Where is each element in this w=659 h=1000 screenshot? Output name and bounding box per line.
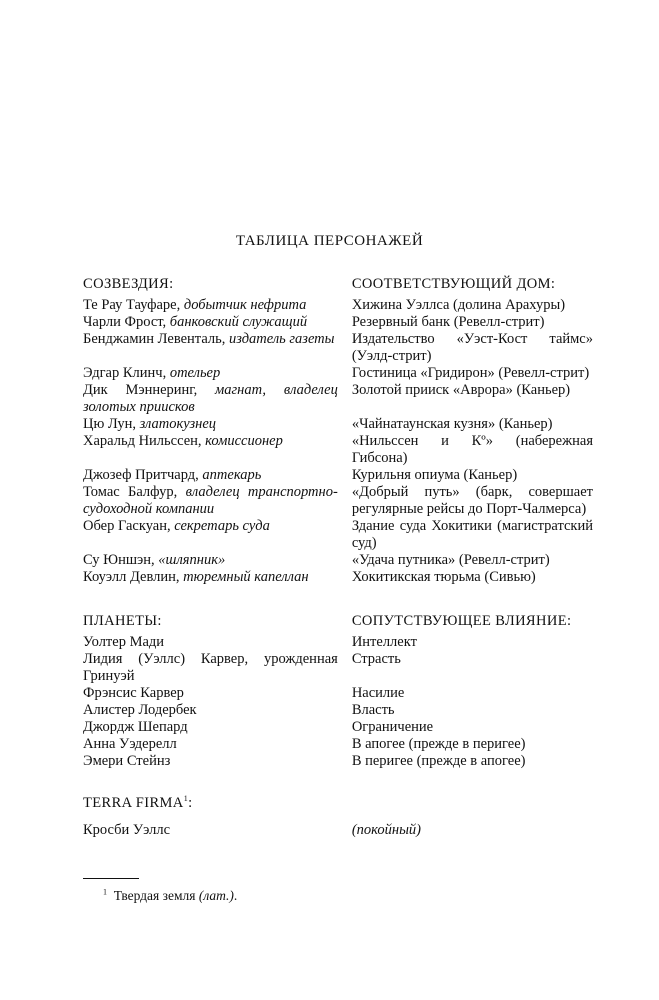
- table-row: [83, 634, 593, 651]
- table-row: [83, 552, 593, 569]
- planet-name: Фрэнсис Карвер: [83, 685, 184, 701]
- character-cell: [83, 518, 338, 552]
- footnote-mark: 1: [103, 887, 107, 897]
- house-cell: «Нильссен и Кº» (набережная Гибсона): [351, 433, 593, 466]
- table-row: [83, 736, 593, 753]
- character-name: Бенджамин Левенталь,: [83, 331, 226, 347]
- table-row: [83, 433, 593, 467]
- character-cell: [83, 569, 338, 586]
- table-row: [83, 518, 593, 552]
- character-name: Эдгар Клинч,: [83, 365, 167, 381]
- table-row: [83, 484, 593, 518]
- character-role: аптекарь: [202, 467, 262, 483]
- character-role: добытчик нефрита: [183, 297, 307, 313]
- house-cell: Золотой прииск «Аврора» (Каньер): [351, 382, 571, 398]
- terra-note: (покойный): [351, 822, 421, 838]
- table-row: [83, 702, 593, 719]
- planet-influence: В апогее (прежде в перигее): [351, 736, 526, 752]
- planet-influence: Власть: [351, 702, 395, 718]
- table-row: [83, 651, 593, 685]
- character-name: Те Рау Тауфаре,: [83, 297, 181, 313]
- planet-name: Анна Уэдерелл: [83, 736, 177, 752]
- table-row: [83, 314, 593, 331]
- character-role: отельер: [169, 365, 221, 381]
- character-cell: [83, 552, 338, 569]
- character-role: златокузнец: [139, 416, 217, 432]
- character-cell: [83, 484, 338, 518]
- house-cell: Резервный банк (Ревелл-стрит): [351, 314, 545, 330]
- character-name: Чарли Фрост,: [83, 314, 167, 330]
- character-cell: [83, 416, 338, 433]
- constellations-section: [83, 276, 593, 586]
- planet-name: Алистер Лодербек: [83, 702, 197, 718]
- character-cell: [83, 297, 338, 314]
- table-row: [83, 719, 593, 736]
- planet-influence: В перигее (прежде в апогее): [351, 753, 526, 769]
- terra-firma-section: [83, 795, 593, 839]
- character-role: секретарь суда: [174, 518, 270, 534]
- house-cell: Хокитикская тюрьма (Сивью): [351, 569, 536, 585]
- terra-firma-colon: :: [188, 795, 193, 811]
- planet-influence: Ограничение: [351, 719, 434, 735]
- character-cell: [83, 433, 338, 467]
- table-row: [83, 685, 593, 702]
- constellations-header: [83, 276, 593, 293]
- table-row: [83, 331, 593, 365]
- character-role: магнат, владелец золотых приисков: [83, 382, 338, 415]
- character-name: Харальд Нильссен,: [83, 433, 202, 449]
- house-cell: Хижина Уэллса (долина Арахуры): [351, 297, 566, 313]
- character-role: издатель газеты: [228, 331, 335, 347]
- character-cell: [83, 331, 338, 365]
- table-row: [83, 365, 593, 382]
- character-cell: [83, 365, 338, 382]
- influence-heading: СОПУТСТВУЮЩЕЕ ВЛИЯНИЕ:: [351, 613, 572, 629]
- character-role: банковский служащий: [169, 314, 308, 330]
- planet-influence: Страсть: [351, 651, 401, 667]
- character-name: Коуэлл Девлин,: [83, 569, 180, 585]
- character-role: тюремный капеллан: [183, 569, 309, 585]
- footnote-ref[interactable]: 1: [183, 794, 189, 804]
- planets-heading: ПЛАНЕТЫ:: [83, 613, 162, 629]
- footnote-lang: (лат.): [198, 888, 234, 903]
- planet-influence: Интеллект: [351, 634, 417, 650]
- character-name: Обер Гаскуан,: [83, 518, 171, 534]
- character-name: Су Юншэн,: [83, 552, 155, 568]
- table-row: [83, 297, 593, 314]
- planet-name: Уолтер Мади: [83, 634, 165, 650]
- table-row: [83, 822, 593, 839]
- house-cell: «Добрый путь» (барк, совершает регулярные рейсы до Порт-Чалмерса): [351, 484, 593, 517]
- table-row: [83, 467, 593, 484]
- house-cell: Гостиница «Гридирон» (Ревелл-стрит): [351, 365, 590, 381]
- table-row: [83, 416, 593, 433]
- house-cell: Здание суда Хокитики (магистратский суд): [351, 518, 593, 551]
- house-cell: Издательство «Уэст-Кост таймс» (Уэлд-стрит): [351, 331, 593, 364]
- table-row: [83, 753, 593, 770]
- character-name: Цю Лун,: [83, 416, 137, 432]
- character-cell: [83, 314, 338, 331]
- character-role: владелец транспортно-судоходной компании: [83, 484, 338, 517]
- planets-section: [83, 613, 593, 770]
- planet-name: Джордж Шепард: [83, 719, 188, 735]
- terra-firma-heading: [83, 795, 593, 812]
- table-row: [83, 569, 593, 586]
- planet-influence: Насилие: [351, 685, 405, 701]
- constellations-heading: СОЗВЕЗДИЯ:: [83, 276, 174, 292]
- character-name: Джозеф Притчард,: [83, 467, 199, 483]
- terra-name: Кросби Уэллс: [83, 822, 171, 838]
- footnote-divider: [83, 878, 139, 879]
- character-role: «шляпник»: [158, 552, 226, 568]
- footnote: [103, 887, 237, 904]
- planets-header: [83, 613, 593, 630]
- character-name: Томас Балфур,: [83, 484, 178, 500]
- character-role: комиссионер: [205, 433, 283, 449]
- footnote-end: .: [233, 888, 238, 903]
- house-cell: «Чайнатаунская кузня» (Каньер): [351, 416, 553, 432]
- terra-note-cell: [352, 822, 593, 839]
- house-heading: СООТВЕТСТВУЮЩИЙ ДОМ:: [351, 276, 556, 292]
- planet-name: Эмери Стейнз: [83, 753, 171, 769]
- footnote-text: Твердая земля: [113, 888, 196, 903]
- character-name: Дик Мэннеринг,: [83, 382, 198, 398]
- house-cell: «Удача путника» (Ревелл-стрит): [351, 552, 550, 568]
- character-cell: [83, 467, 338, 484]
- terra-firma-label: TERRA FIRMA: [83, 795, 184, 811]
- character-cell: [83, 382, 338, 416]
- house-cell: Курильня опиума (Каньер): [351, 467, 518, 483]
- planet-name: Лидия (Уэллс) Карвер, урожденная Гринуэй: [83, 651, 338, 684]
- page-title: ТАБЛИЦА ПЕРСОНАЖЕЙ: [235, 233, 424, 249]
- table-row: [83, 382, 593, 416]
